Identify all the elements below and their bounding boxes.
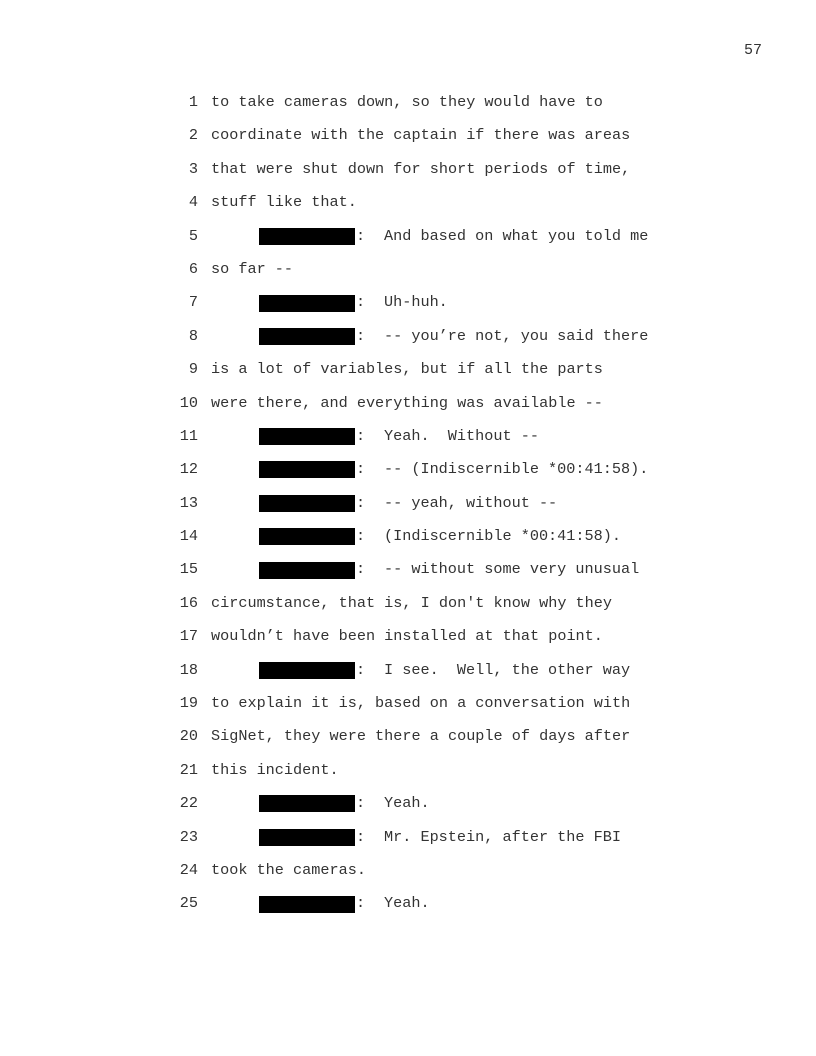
speech-text: Uh-huh. [384, 293, 448, 312]
line-text: is a lot of variables, but if all the parts [211, 360, 603, 379]
speech-text: I see. Well, the other way [384, 660, 631, 679]
redaction-bar [259, 295, 355, 312]
transcript-line [0, 821, 816, 854]
redaction-bar [259, 428, 355, 445]
transcript-line [0, 887, 816, 920]
speaker-colon: : [356, 493, 366, 512]
speech-text: -- you’re not, you said there [384, 326, 649, 345]
speech-text: Yeah. [384, 794, 430, 813]
line-number: 8 [188, 326, 198, 345]
line-number: 2 [188, 126, 198, 145]
transcript-line [0, 587, 816, 620]
speech-text: Mr. Epstein, after the FBI [384, 827, 621, 846]
redaction-bar [259, 662, 355, 679]
speaker-label [259, 453, 365, 486]
speaker-colon: : [356, 460, 366, 479]
speaker-label [259, 420, 365, 453]
redaction-bar [259, 228, 355, 245]
speaker-label [259, 821, 365, 854]
line-number: 23 [179, 827, 198, 846]
speech-text: (Indiscernible *00:41:58). [384, 527, 621, 546]
speaker-colon: : [356, 527, 366, 546]
line-number: 22 [179, 794, 198, 813]
transcript-line [0, 420, 816, 453]
speaker-label [259, 220, 365, 253]
speaker-colon: : [356, 426, 366, 445]
line-number: 25 [179, 894, 198, 913]
line-text: this incident. [211, 760, 339, 779]
speaker-colon: : [356, 293, 366, 312]
line-text: took the cameras. [211, 860, 366, 879]
speech-text: -- without some very unusual [384, 560, 640, 579]
transcript-line [0, 520, 816, 553]
redaction-bar [259, 461, 355, 478]
transcript-line [0, 854, 816, 887]
line-number: 18 [179, 660, 198, 679]
redaction-bar [259, 328, 355, 345]
line-text: that were shut down for short periods of time, [211, 159, 631, 178]
line-text: to explain it is, based on a conversation with [211, 694, 631, 713]
speech-text: -- yeah, without -- [384, 493, 558, 512]
transcript-line [0, 186, 816, 219]
line-number: 13 [179, 493, 198, 512]
line-text: so far -- [211, 259, 294, 278]
speaker-colon: : [356, 827, 366, 846]
line-text: SigNet, they were there a couple of days after [211, 727, 631, 746]
redaction-bar [259, 495, 355, 512]
transcript-line [0, 253, 816, 286]
line-number: 17 [179, 627, 198, 646]
speaker-colon: : [356, 660, 366, 679]
speaker-colon: : [356, 894, 366, 913]
line-number: 1 [188, 93, 198, 111]
transcript-line [0, 119, 816, 152]
line-number: 16 [179, 593, 198, 612]
speech-text: Yeah. [384, 894, 430, 913]
redaction-bar [259, 528, 355, 545]
speaker-label [259, 887, 365, 920]
page-number: 57 [743, 42, 762, 59]
speaker-label [259, 487, 365, 520]
line-number: 4 [188, 193, 198, 212]
redaction-bar [259, 562, 355, 579]
line-number: 19 [179, 694, 198, 713]
line-number: 14 [179, 527, 198, 546]
line-number: 7 [188, 293, 198, 312]
transcript-line [0, 487, 816, 520]
line-number: 24 [179, 860, 198, 879]
speaker-label [259, 787, 365, 820]
line-text: to take cameras down, so they would have to [211, 93, 603, 111]
line-number: 21 [179, 760, 198, 779]
line-text: stuff like that. [211, 193, 357, 212]
redaction-bar [259, 896, 355, 913]
speech-text: And based on what you told me [384, 226, 649, 245]
speaker-colon: : [356, 326, 366, 345]
transcript-line [0, 553, 816, 586]
speaker-label [259, 553, 365, 586]
line-number: 20 [179, 727, 198, 746]
line-number: 3 [188, 159, 198, 178]
speaker-label [259, 286, 365, 319]
line-text: circumstance, that is, I don't know why they [211, 593, 613, 612]
line-number: 6 [188, 259, 198, 278]
speaker-label [259, 520, 365, 553]
transcript-line [0, 787, 816, 820]
line-text: coordinate with the captain if there was areas [211, 126, 631, 145]
transcript-line [0, 86, 816, 119]
redaction-bar [259, 795, 355, 812]
transcript-line [0, 387, 816, 420]
line-number: 12 [179, 460, 198, 479]
transcript-line [0, 687, 816, 720]
speaker-label [259, 320, 365, 353]
speaker-colon: : [356, 560, 366, 579]
speaker-colon: : [356, 794, 366, 813]
transcript-line [0, 620, 816, 653]
redaction-bar [259, 829, 355, 846]
speech-text: Yeah. Without -- [384, 426, 539, 445]
line-text: wouldn’t have been installed at that point. [211, 627, 603, 646]
transcript-line [0, 654, 816, 687]
speaker-label [259, 654, 365, 687]
speech-text: -- (Indiscernible *00:41:58). [384, 460, 649, 479]
transcript-line [0, 453, 816, 486]
speaker-colon: : [356, 226, 366, 245]
transcript-line [0, 286, 816, 319]
transcript-body [0, 86, 816, 921]
line-number: 15 [179, 560, 198, 579]
line-number: 5 [188, 226, 198, 245]
transcript-line [0, 720, 816, 753]
transcript-line [0, 153, 816, 186]
transcript-line [0, 220, 816, 253]
line-number: 9 [188, 360, 198, 379]
line-text: were there, and everything was available -- [211, 393, 603, 412]
transcript-line [0, 320, 816, 353]
transcript-line [0, 754, 816, 787]
transcript-line [0, 353, 816, 386]
line-number: 10 [179, 393, 198, 412]
line-number: 11 [179, 426, 198, 445]
